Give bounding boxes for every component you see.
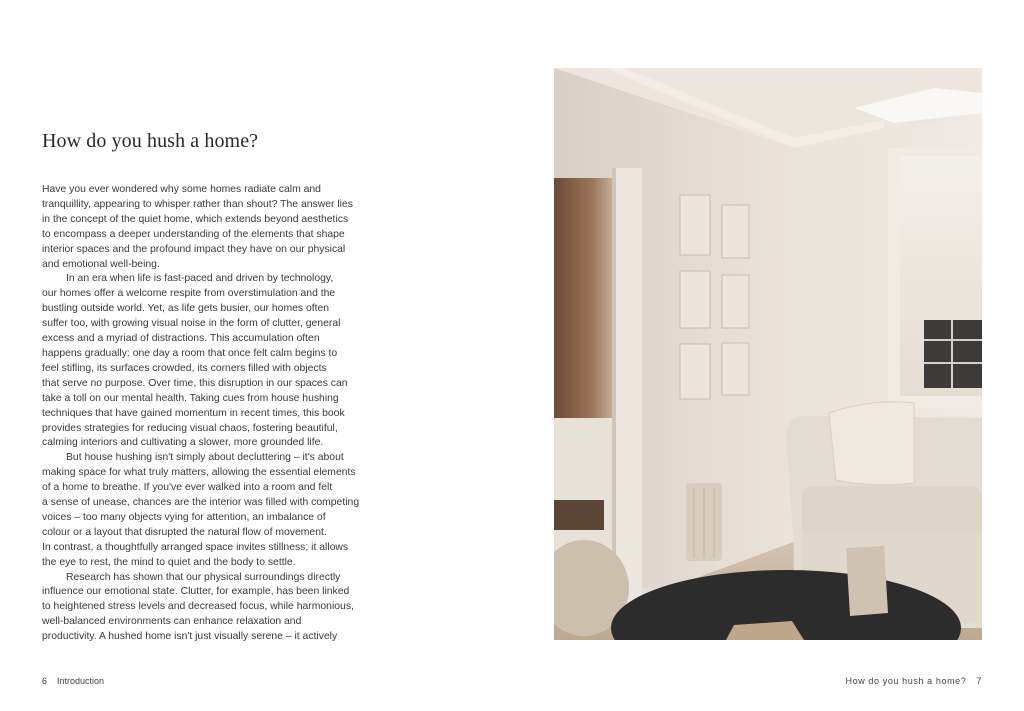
paragraph-line: feel stifling, its surfaces crowded, its corners filled with objects — [42, 362, 327, 374]
paragraph-line: to heightened stress levels and decreased focus, while harmonious, — [42, 601, 354, 613]
paragraph-line: influence our emotional state. Clutter, for example, has been linked — [42, 586, 350, 598]
body-text — [42, 183, 382, 645]
paragraph-line: take a toll on our mental health. Taking cues from house hushing — [42, 392, 339, 404]
interior-photo — [554, 68, 982, 640]
paragraph-line: making space for what truly matters, allowing the essential elements — [42, 467, 356, 479]
paragraph-line: a sense of unease, chances are the interior was filled with competing — [42, 497, 360, 509]
section-name: Introduction — [57, 676, 105, 686]
paragraph-line: provides strategies for reducing visual chaos, fostering beautiful, — [42, 422, 338, 434]
paragraph-line: to encompass a deeper understanding of the elements that shape — [42, 228, 345, 240]
footer-left — [42, 676, 104, 686]
paragraph-line: Research has shown that our physical surroundings directly — [66, 571, 341, 583]
paragraph-line: productivity. A hushed home isn't just visually serene – it actively — [42, 631, 338, 643]
paragraph-line: excess and a myriad of distractions. This accumulation often — [42, 333, 320, 345]
page-title: How do you hush a home? — [42, 130, 259, 152]
paragraph-line: In contrast, a thoughtfully arranged space invites stillness; it allows — [42, 541, 349, 553]
paragraph-line: well-balanced environments can enhance relaxation and — [42, 616, 302, 628]
paragraph-line: In an era when life is fast-paced and driven by technology, — [66, 273, 334, 285]
paragraph-line: in the concept of the quiet home, which extends beyond aesthetics — [42, 213, 349, 225]
paragraph-line: tranquillity, appearing to whisper rather than shout? The answer lies — [42, 198, 353, 210]
paragraph-line: suffer too, with growing visual noise in the form of clutter, general — [42, 318, 341, 330]
paragraph-line: and emotional well-being. — [42, 258, 160, 270]
footer-right — [846, 676, 982, 686]
paragraph-line: happens gradually: one day a room that once felt calm begins to — [42, 347, 338, 359]
page-number-left: 6 — [42, 676, 48, 686]
running-title: How do you hush a home? — [845, 676, 967, 686]
paragraph-line: techniques that have gained momentum in recent times, this book — [42, 407, 345, 419]
paragraph-line: But house hushing isn't simply about decluttering – it's about — [66, 452, 344, 464]
paragraph-line: colour or a layout that disrupted the natural flow of movement. — [42, 526, 327, 538]
paragraph-line: our homes offer a welcome respite from overstimulation and the — [42, 288, 336, 300]
paragraph-line: of a home to breathe. If you've ever walked into a room and felt — [42, 482, 333, 494]
paragraph-line: that serve no purpose. Over time, this disruption in our spaces can — [42, 377, 348, 389]
paragraph-line: voices – too many objects vying for attention, an imbalance of — [42, 511, 326, 523]
page-number-right: 7 — [976, 676, 982, 686]
paragraph-line: calming interiors and cultivating a slower, more grounded life. — [42, 437, 324, 449]
paragraph-line: bustling outside world. Yet, as life gets busier, our homes often — [42, 303, 330, 315]
paragraph-line: the eye to rest, the mind to quiet and the body to settle. — [42, 556, 296, 568]
paragraph-line: interior spaces and the profound impact they have on our physical — [42, 243, 346, 255]
paragraph-line: Have you ever wondered why some homes radiate calm and — [42, 184, 321, 195]
